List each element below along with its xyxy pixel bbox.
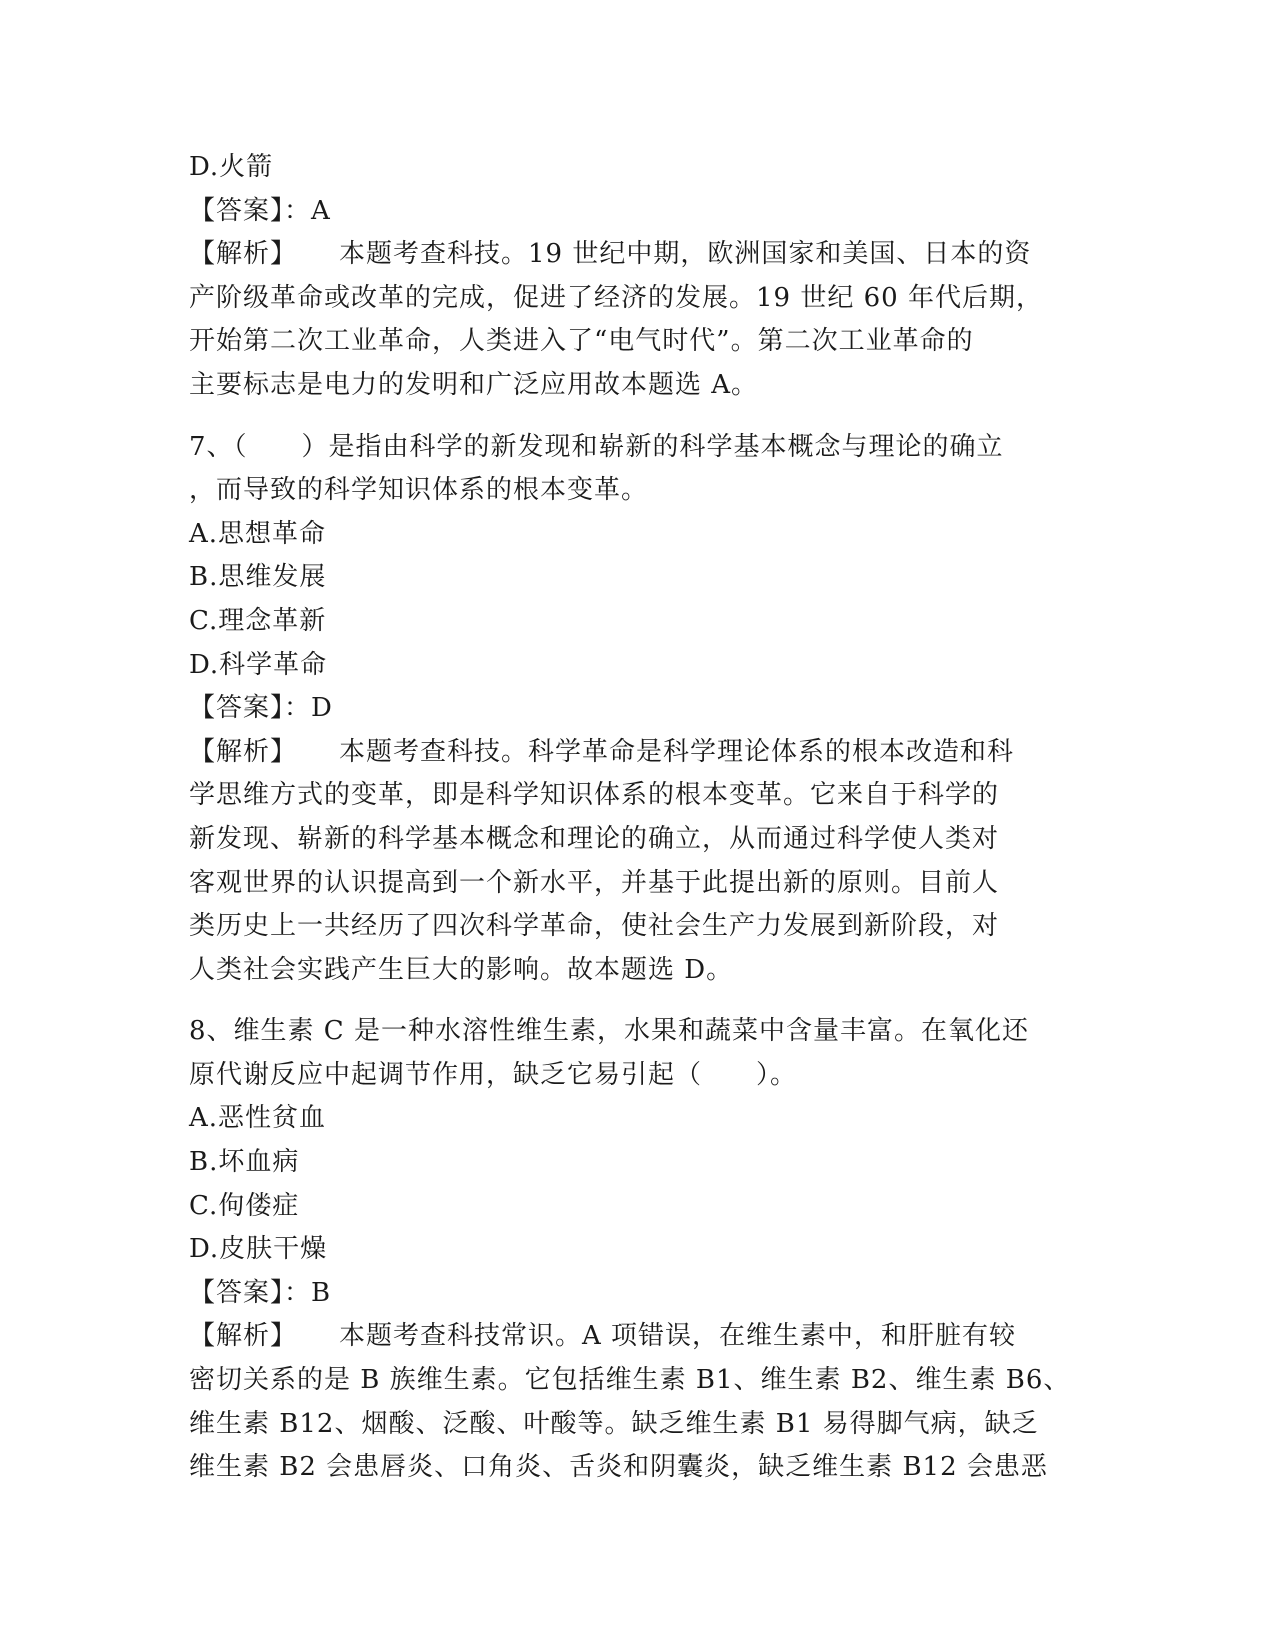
analysis-line: 新发现、崭新的科学基本概念和理论的确立，从而通过科学使人类对 bbox=[189, 823, 1000, 854]
analysis-text: 本题考查科技。科学革命是科学理论体系的根本改造和科 bbox=[339, 736, 1015, 767]
question-stem: ，而导致的科学知识体系的根本变革。 bbox=[189, 475, 649, 506]
analysis-label: 【解析】 bbox=[189, 736, 298, 767]
document-page bbox=[189, 146, 1079, 1490]
analysis-line: 学思维方式的变革，即是科学知识体系的根本变革。它来自于科学的 bbox=[189, 780, 1000, 811]
option-d: D.科学革命 bbox=[189, 649, 328, 680]
analysis-label: 【解析】 bbox=[189, 1321, 298, 1352]
spacer bbox=[189, 992, 1079, 1010]
analysis-line: 类历史上一共经历了四次科学革命，使社会生产力发展到新阶段，对 bbox=[189, 911, 1000, 942]
option-a: A.思想革命 bbox=[189, 518, 327, 549]
option-c: C.佝偻症 bbox=[189, 1190, 300, 1221]
answer: 【答案】：D bbox=[189, 693, 333, 724]
analysis-line: 客观世界的认识提高到一个新水平，并基于此提出新的原则。目前人 bbox=[189, 867, 1000, 898]
analysis-text: 本题考查科技常识。A 项错误，在维生素中，和肝脏有较 bbox=[339, 1321, 1017, 1352]
question-stem: 7、（ ）是指由科学的新发现和崭新的科学基本概念与理论的确立 bbox=[189, 431, 1004, 462]
answer: 【答案】：A bbox=[189, 195, 331, 226]
analysis-line: 维生素 B2 会患唇炎、口角炎、舌炎和阴囊炎，缺乏维生素 B12 会患恶 bbox=[189, 1452, 1048, 1483]
spacer bbox=[189, 408, 1079, 426]
option-d: D.皮肤干燥 bbox=[189, 1234, 328, 1265]
analysis-text: 本题考查科技。19 世纪中期，欧洲国家和美国、日本的资 bbox=[339, 239, 1032, 270]
option-c: C.理念革新 bbox=[189, 605, 327, 636]
analysis-line bbox=[189, 233, 1079, 277]
option-b: B.思维发展 bbox=[189, 562, 327, 593]
option-b: B.坏血病 bbox=[189, 1147, 300, 1178]
option-a: A.恶性贫血 bbox=[189, 1103, 327, 1134]
answer: 【答案】：B bbox=[189, 1277, 332, 1308]
analysis-line: 维生素 B12、烟酸、泛酸、叶酸等。缺乏维生素 B1 易得脚气病，缺乏 bbox=[189, 1408, 1039, 1439]
analysis-line: 人类社会实践产生巨大的影响。故本题选 D。 bbox=[189, 954, 734, 985]
analysis-line: 密切关系的是 B 族维生素。它包括维生素 B1、维生素 B2、维生素 B6、 bbox=[189, 1365, 1071, 1396]
question-stem: 8、维生素 C 是一种水溶性维生素，水果和蔬菜中含量丰富。在氧化还 bbox=[189, 1016, 1029, 1047]
option-d: D.火箭 bbox=[189, 152, 274, 182]
analysis-line: 产阶级革命或改革的完成，促进了经济的发展。19 世纪 60 年代后期， bbox=[189, 282, 1043, 313]
analysis-line: 开始第二次工业革命，人类进入了“电气时代”。第二次工业革命的 bbox=[189, 326, 974, 357]
analysis-line bbox=[189, 731, 1079, 775]
analysis-line bbox=[189, 1315, 1079, 1359]
analysis-label: 【解析】 bbox=[189, 239, 298, 270]
question-stem: 原代谢反应中起调节作用，缺乏它易引起（ ）。 bbox=[189, 1059, 798, 1090]
analysis-line: 主要标志是电力的发明和广泛应用故本题选 A。 bbox=[189, 369, 759, 400]
